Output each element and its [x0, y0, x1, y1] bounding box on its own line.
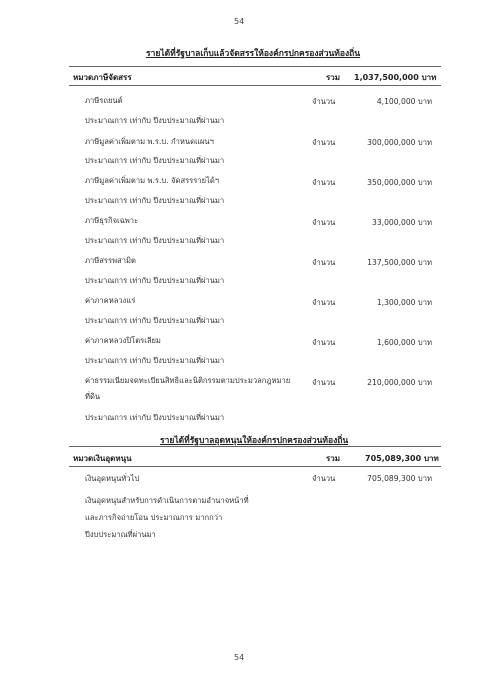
tax-item-amount: 4,100,000 บาท — [376, 97, 432, 106]
tax-item-note: ประมาณการ เท่ากับ ปีงบประมาณที่ผ่านมา — [85, 156, 225, 165]
page-number-bottom: 54 — [234, 653, 245, 662]
section1-total-amount: 1,037,500,000 บาท — [354, 73, 437, 82]
tax-item-unit: จำนวน — [312, 138, 336, 147]
grant-note-line: และภารกิจถ่ายโอน ประมาณการ มากกว่า — [85, 513, 223, 522]
grant-item-label: เงินอุดหนุนทั่วไป — [85, 474, 140, 483]
divider — [69, 66, 441, 67]
tax-item-amount: 300,000,000 บาท — [367, 138, 432, 147]
tax-item-amount: 210,000,000 บาท — [367, 378, 432, 387]
tax-item-unit: จำนวน — [312, 378, 336, 387]
section2-category: หมวดเงินอุดหนุน — [73, 454, 132, 463]
tax-item-label: ภาษีรถยนต์ — [85, 96, 123, 105]
tax-item-unit: จำนวน — [312, 258, 336, 267]
tax-item-amount: 1,600,000 บาท — [376, 338, 432, 347]
grant-note-line: ปีงบประมาณที่ผ่านมา — [85, 530, 156, 539]
tax-item-label: ภาษีสรรพสามิต — [85, 256, 136, 265]
tax-item-label: ภาษีมูลค่าเพิ่มตาม พ.ร.บ. กำหนดแผนฯ — [85, 137, 214, 146]
grant-note-line: เงินอุดหนุนสำหรับการดำเนินการตามอำนาจหน้าที่ — [85, 496, 249, 505]
tax-item-amount: 33,000,000 บาท — [372, 218, 432, 227]
grant-item-unit: จำนวน — [312, 474, 336, 483]
tax-item-label: ภาษีธุรกิจเฉพาะ — [85, 216, 139, 225]
tax-item-amount: 137,500,000 บาท — [367, 258, 432, 267]
tax-item-note: ประมาณการ เท่ากับ ปีงบประมาณที่ผ่านมา — [85, 356, 225, 365]
tax-item-amount: 1,300,000 บาท — [376, 298, 432, 307]
tax-item-note: ประมาณการ เท่ากับ ปีงบประมาณที่ผ่านมา — [85, 276, 225, 285]
tax-item-label: ภาษีมูลค่าเพิ่มตาม พ.ร.บ. จัดสรรรายได้ฯ — [85, 176, 220, 185]
tax-item-note: ประมาณการ เท่ากับ ปีงบประมาณที่ผ่านมา — [85, 196, 225, 205]
tax-item-unit: จำนวน — [312, 178, 336, 187]
section1-total-label: รวม — [326, 73, 341, 82]
tax-item-unit: จำนวน — [312, 97, 336, 106]
grant-item-amount: 705,089,300 บาท — [367, 474, 432, 483]
divider — [69, 85, 441, 86]
divider — [69, 466, 441, 467]
tax-item-note: ประมาณการ เท่ากับ ปีงบประมาณที่ผ่านมา — [85, 116, 225, 125]
section2-total-label: รวม — [326, 454, 341, 463]
tax-item-label-cont: ที่ดิน — [85, 392, 101, 401]
tax-item-unit: จำนวน — [312, 298, 336, 307]
tax-item-label: ค่าภาคหลวงแร่ — [85, 296, 136, 305]
tax-item-note: ประมาณการ เท่ากับ ปีงบประมาณที่ผ่านมา — [85, 413, 225, 422]
tax-item-amount: 350,000,000 บาท — [367, 178, 432, 187]
section2-heading: รายได้ที่รัฐบาลอุดหนุนให้องค์กรปกครองส่วนท้องถิ่น — [160, 436, 349, 446]
divider — [69, 446, 441, 447]
section1-category: หมวดภาษีจัดสรร — [73, 73, 132, 82]
tax-item-unit: จำนวน — [312, 218, 336, 227]
section2-total-amount: 705,089,300 บาท — [365, 454, 439, 463]
tax-item-note: ประมาณการ เท่ากับ ปีงบประมาณที่ผ่านมา — [85, 236, 225, 245]
tax-item-label: ค่าธรรมเนียมจดทะเบียนสิทธิและนิติกรรมตามประมวลกฎหมาย — [85, 376, 291, 385]
tax-item-label: ค่าภาคหลวงปิโตรเลียม — [85, 336, 161, 345]
tax-item-unit: จำนวน — [312, 338, 336, 347]
section1-heading: รายได้ที่รัฐบาลเก็บแล้วจัดสรรให้องค์กรปกครองส่วนท้องถิ่น — [146, 49, 361, 59]
page-number-top: 54 — [234, 17, 245, 26]
tax-item-note: ประมาณการ เท่ากับ ปีงบประมาณที่ผ่านมา — [85, 316, 225, 325]
